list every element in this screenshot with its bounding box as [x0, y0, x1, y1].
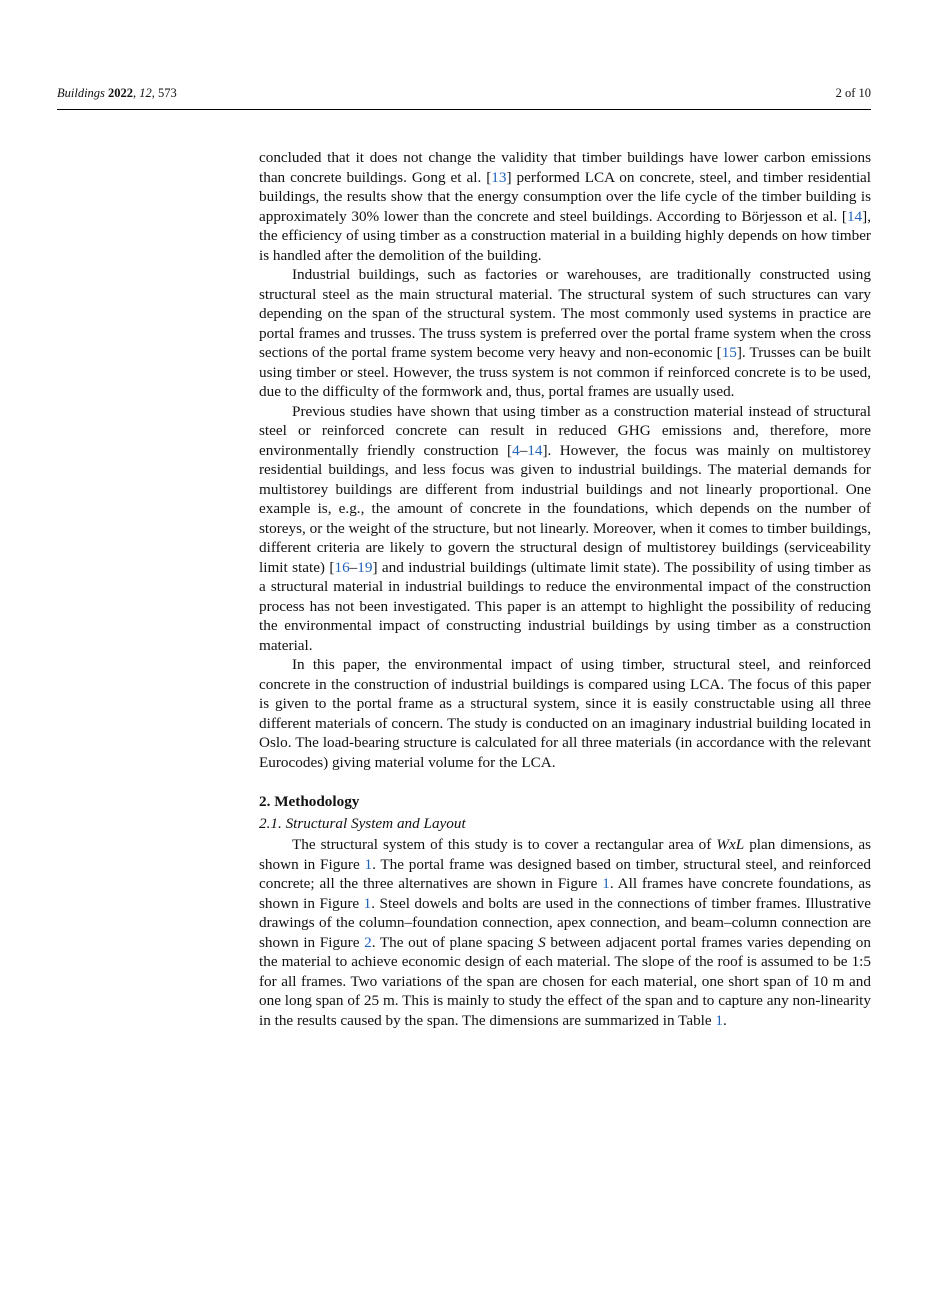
citation-link[interactable]: 14: [846, 207, 863, 225]
table-link[interactable]: 1: [715, 1011, 724, 1029]
body-text: [259, 148, 871, 1030]
figure-link[interactable]: 2: [364, 933, 372, 951]
figure-link[interactable]: 1: [363, 894, 372, 912]
section-heading: 2. Methodology: [259, 793, 360, 810]
page-number: 2 of 10: [835, 86, 871, 100]
journal-name: Buildings: [57, 86, 105, 100]
article-number: , 573: [151, 86, 177, 100]
journal-volume: 12: [139, 86, 152, 100]
citation-link[interactable]: 4: [512, 441, 520, 459]
citation-link[interactable]: 14: [527, 441, 543, 459]
subsection-heading: 2.1. Structural System and Layout: [259, 814, 466, 832]
citation-link[interactable]: 19: [357, 558, 373, 576]
paragraph-1: concluded that it does not change the validity that timber buildings have lower carbon emissions than concrete buildings. Gong et al. [13] performed LCA on concrete, steel, and timber residential buildings, the results show that the energy consumption over the life cycle of the timber building is approximately 30% lower than the concrete and steel buildings. According to Börjesson et al. [14], the efficiency of using timber as a construction material in a building highly depends on how timber is handled after the demolition of the building.: [259, 149, 872, 264]
math-s: S: [538, 933, 546, 951]
header-rule: [57, 109, 871, 110]
citation-link[interactable]: 16: [334, 558, 350, 576]
paragraph-4: In this paper, the environmental impact of using timber, structural steel, and reinforced concrete in the construction of industrial buildings is compared using LCA. The focus of this paper is given to the portal frame as a structural system, since it is easily constructable using all three different materials of concern. The study is conducted on an imaginary industrial building located in Oslo. The load-bearing structure is calculated for all three materials (in accordance with the relevant Eurocodes) giving material volume for the LCA.: [259, 656, 871, 771]
citation-link[interactable]: 15: [721, 344, 737, 361]
paragraph-5: The structural system of this study is to cover a rectangular area of WxL plan dimensions, as shown in Figure 1. The portal frame was designed based on timber, structural steel, and reinforced concrete; all the three alternatives are shown in Figure 1. All frames have concrete foundations, as shown in Figure 1. Steel dowels and bolts are used in the connections of timber frames. Illustrative drawings of the column–foundation connection, apex connection, and beam–column connection are shown in Figure 2. The out of plane spacing S between adjacent portal frames varies depending on the material to achieve economic design of each material. The slope of the roof is assumed to be 1:5 for all frames. Two variations of the span are chosen for each material, one short span of 10 m and one long span of 25 m. This is mainly to study the effect of the span and to capture any non-linearity in the results caused by the span. The dimensions are summarized in Table 1.: [259, 836, 872, 1029]
math-wxl: WxL: [716, 836, 745, 853]
paragraph-3: Previous studies have shown that using timber as a construction material instead of structural steel or reinforced concrete can result in reduced GHG emissions and, therefore, more environmentally friendly construction [4–14]. However, the focus was mainly on multistorey residential buildings, and less focus was given to industrial buildings. The material demands for multistorey buildings are different from industrial buildings and not linearly proportional. One example is, e.g., the amount of concrete in the foundations, which depends on the number of storeys, or the weight of the structure, but not linearly. Moreover, when it comes to timber buildings, different criteria are likely to govern the structural design of multistorey buildings (serviceability limit state) [16–19] and industrial buildings (ultimate limit state). The possibility of using timber as a structural material in industrial buildings to reduce the environmental impact of the construction process has not been investigated. This paper is an attempt to highlight the possibility of reducing the environmental impact of constructing industrial buildings by using timber as a construction material.: [259, 402, 872, 654]
journal-year: 2022: [108, 86, 134, 100]
paragraph-2: Industrial buildings, such as factories or warehouses, are traditionally constructed using structural steel as the main structural material. The structural system of such structures can vary depending on the span of the structural system. The most commonly used systems in practice are portal frames and trusses. The truss system is preferred over the portal frame system when the cross sections of the portal frame system become very heavy and non-economic [15]. Trusses can be built using timber or steel. However, the truss system is not common if reinforced concrete is to be used, due to the difficulty of the formwork and, thus, portal frames are usually used.: [259, 266, 872, 400]
citation-link[interactable]: 13: [491, 168, 507, 186]
running-header: [57, 86, 871, 106]
journal-citation: Buildings 2022, 12, 573: [57, 86, 177, 100]
figure-link[interactable]: 1: [364, 855, 373, 873]
figure-link[interactable]: 1: [602, 875, 610, 892]
